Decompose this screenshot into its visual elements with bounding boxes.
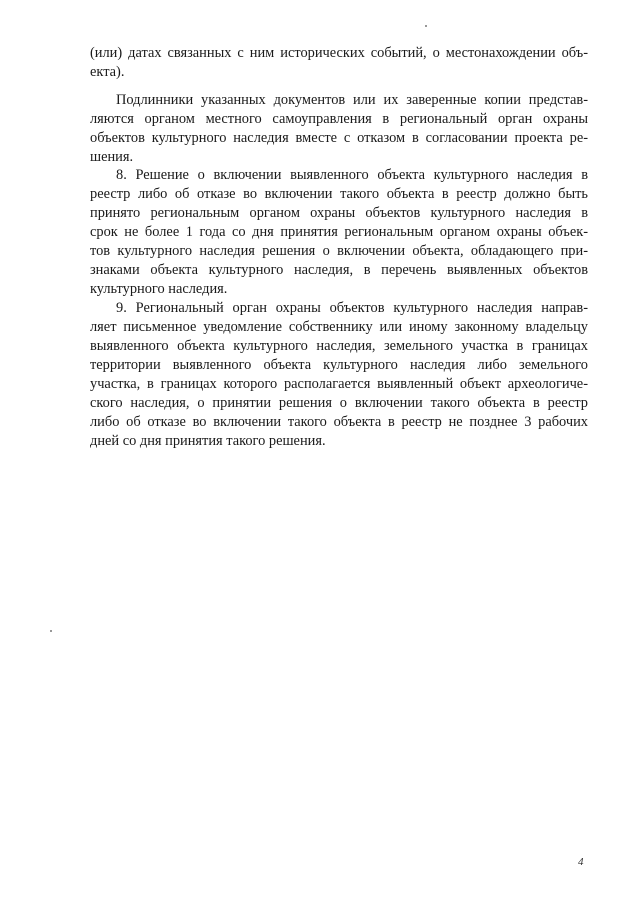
page-number: 4 <box>578 856 584 868</box>
text-line: либо об отказе во включении такого объекта в реестр не позднее 3 рабочих <box>90 414 588 430</box>
text-line: объектов культурного наследия вместе с отказом в согласовании проекта ре- <box>90 130 588 146</box>
text-line: Подлинники указанных документов или их заверенные копии представ- <box>116 92 588 108</box>
text-line: культурного наследия. <box>90 281 228 297</box>
text-line: ляются органом местного самоуправления в региональный орган охраны <box>90 111 588 127</box>
text-line: ляет письменное уведомление собственнику или иному законному владельцу <box>90 319 588 335</box>
text-line: принято региональным органом охраны объектов культурного наследия в <box>90 205 588 221</box>
text-line: 9. Региональный орган охраны объектов культурного наследия направ- <box>116 300 588 316</box>
text-line: (или) датах связанных с ним исторических событий, о местонахождении объ- <box>90 45 588 61</box>
text-line: шения. <box>90 149 134 165</box>
text-line: участка, в границах которого располагается выявленный объект археологиче- <box>90 376 588 392</box>
text-line: екта). <box>90 64 125 80</box>
scan-speck <box>50 630 52 632</box>
text-line: реестр либо об отказе во включении такого объекта в реестр должно быть <box>90 186 588 202</box>
text-line: дней со дня принятия такого решения. <box>90 433 326 449</box>
text-line: тов культурного наследия решения о включении объекта, обладающего при- <box>90 243 588 259</box>
text-line: территории выявленного объекта культурного наследия либо земельного <box>90 357 588 373</box>
text-line: срок не более 1 года со дня принятия региональным органом охраны объек- <box>90 224 588 240</box>
text-line: 8. Решение о включении выявленного объекта культурного наследия в <box>116 167 588 183</box>
scan-speck <box>425 25 427 27</box>
text-line: выявленного объекта культурного наследия, земельного участка в границах <box>90 338 588 354</box>
text-line: ского наследия, о принятии решения о включении такого объекта в реестр <box>90 395 588 411</box>
text-line: знаками объекта культурного наследия, в перечень выявленных объектов <box>90 262 588 278</box>
